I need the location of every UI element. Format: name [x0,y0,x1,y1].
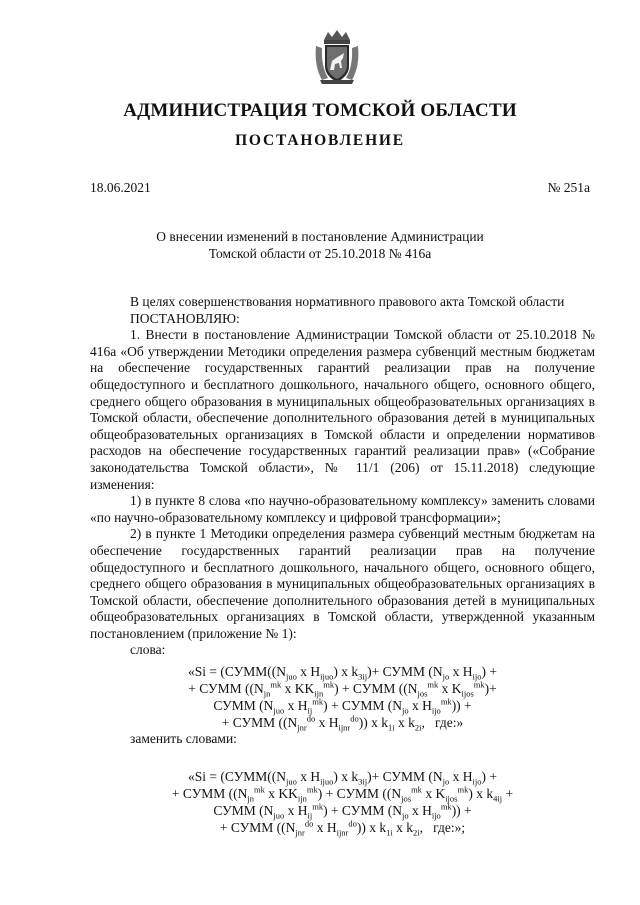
document-type-title: ПОСТАНОВЛЕНИЕ [235,132,405,149]
item-1-paragraph: 1. Внести в постановление Администрации Томской области от 25.10.2018 № 416а «Об утверждении Методики определения размера субвенций местным бюджетам на обеспечение государственных гарантий реализации прав на получение общедоступного и бесплатного дошкольного, начального общего, основного общего, среднего общего образования в муниципальных общеобразовательных организациях в Томской области, обеспечение дополнительного образования детей в муниципальных общеобразовательных организациях в Томской области и определении нормативов расходов на обеспечение государственных гарантий реализации прав» («Собрание законодательства Томской области», № 11/1 (206) от 15.11.2018) следующие изменения: [90,327,595,492]
tomsk-region-coat-of-arms-icon [314,28,360,86]
old-formula: «$Si = (СУММ((N_{juo}$ x $H_{ijuo}$) x $k_{3ij})+$ СУММ ($N_{jo}$ x $H_{ijo}$) + + СУММ (($N_{jn}^{mk}$ x $KK_{ijn}^{mk}$) + СУММ (($N_{jos}^{mk}$ x $K_{ijos}^{mk})+$ СУММ ($N_{juo}$ x $H_{ij}^{mk}$) + СУММ ($N_{jo}$ x $H_{ijo}^{mk}$)) + + СУММ (($N_{jnr}^{do}$ x $H_{ijnr}^{do}$)) x $k_{1i}$ x $k_{2i}$, где:» [188,664,497,733]
item-1-1-paragraph: 1) в пункте 8 слова «по научно-образовательному комплексу» заменить словами «по научно-образовательному комплексу и цифровой трансформации»; [90,493,595,525]
subject-line-2: Томской области от 25.10.2018 № 416а [208,246,432,261]
subject-line-1: О внесении изменений в постановление Администрации [156,229,484,244]
organization-title: АДМИНИСТРАЦИЯ ТОМСКОЙ ОБЛАСТИ [123,100,517,121]
document-subject [0,228,640,262]
decree-word: ПОСТАНОВЛЯЮ: [130,310,240,326]
intro-paragraph: В целях совершенствования нормативного правового акта Томской области [130,294,565,309]
replace-label: заменить словами: [130,731,237,747]
new-formula: «$Si = (СУММ((N_{juo}$ x $H_{ijuo}$) x $k_{3ij})+$ СУММ ($N_{jo}$ x $H_{ijo}$) + + СУММ (($N_{jn}^{mk}$ x $KK_{ijn}^{mk}$) + СУММ (($N_{jos}^{mk}$ x $K_{ijos}^{mk}$) x $k_{4ij}$ + СУММ ($N_{juo}$ x $H_{ij}^{mk}$) + СУММ ($N_{jo}$ x $H_{ijo}^{mk}$)) + + СУММ (($N_{jnr}^{do}$ x $H_{ijnr}^{do}$)) x $k_{1i}$ x $k_{2i}$, где:»; [171,768,514,838]
document-number: № 251а [547,180,590,195]
item-1-2-paragraph: 2) в пункте 1 Методики определения размера субвенций местным бюджетам на обеспечение государственных гарантий реализации прав на получение общедоступного и бесплатного дошкольного, начального общего, основного общего, среднего общего образования в муниципальных общеобразовательных организациях в Томской области, обеспечение дополнительного образования детей в муниципальных общеобразовательных организациях в Томской области, утвержденной указанным постановлением (приложение № 1): [90,526,595,641]
document-date: 18.06.2021 [90,180,151,195]
words-label: слова: [130,642,166,658]
document-body [90,294,595,836]
